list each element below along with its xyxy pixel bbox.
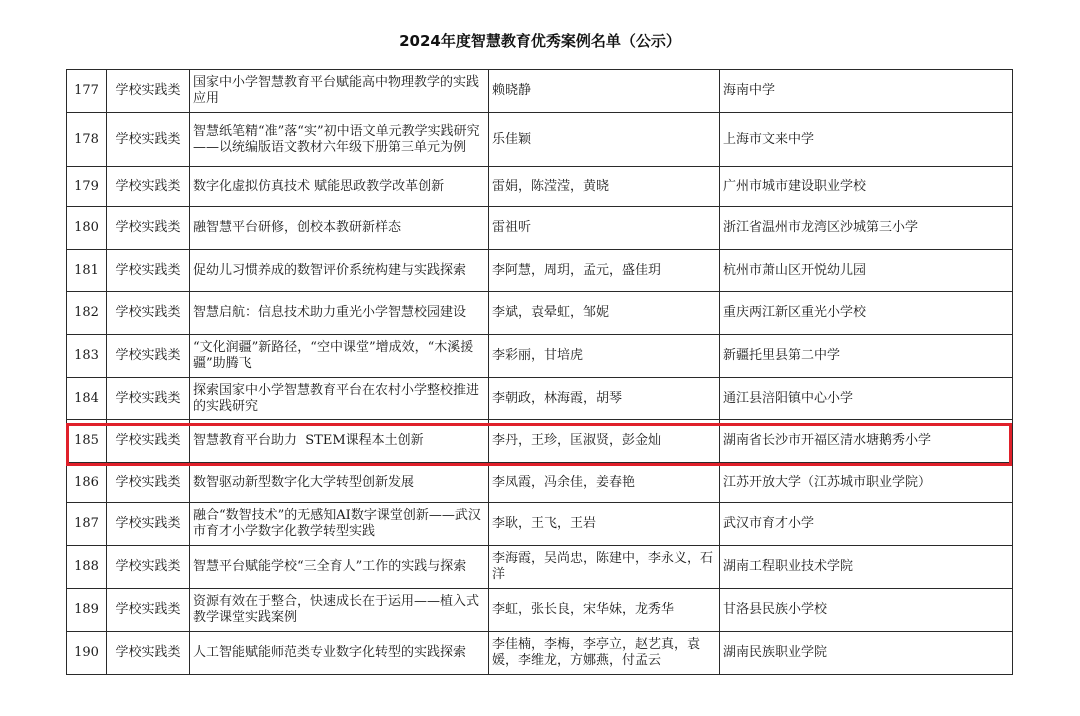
row-case-title: 探索国家中小学智慧教育平台在农村小学整校推进的实践研究 — [190, 378, 489, 420]
row-case-title: 融合“数智技术”的无感知AI数字课堂创新——武汉市育才小学数字化教学转型实践 — [190, 503, 489, 546]
row-unit: 浙江省温州市龙湾区沙城第三小学 — [720, 207, 1013, 250]
row-number: 186 — [67, 463, 107, 503]
row-unit: 通江县涪阳镇中心小学 — [720, 378, 1013, 420]
row-case-title: 数智驱动新型数字化大学转型创新发展 — [190, 463, 489, 503]
row-unit: 杭州市萧山区开悦幼儿园 — [720, 250, 1013, 292]
row-authors: 李斌，袁晕虹，邹妮 — [489, 292, 720, 335]
page-title: 2024年度智慧教育优秀案例名单（公示） — [399, 32, 681, 50]
row-case-title: 智慧教育平台助力 STEM课程本土创新 — [190, 420, 489, 463]
row-category: 学校实践类 — [107, 589, 190, 632]
row-authors: 乐佳颖 — [489, 113, 720, 167]
table-row — [67, 463, 1013, 503]
row-number: 188 — [67, 546, 107, 589]
table-row — [67, 503, 1013, 546]
row-case-title: 人工智能赋能师范类专业数字化转型的实践探索 — [190, 632, 489, 675]
case-list-table — [66, 69, 1013, 675]
row-case-title: 融智慧平台研修，创校本教研新样态 — [190, 207, 489, 250]
row-category: 学校实践类 — [107, 632, 190, 675]
row-case-title: 智慧平台赋能学校“三全育人”工作的实践与探索 — [190, 546, 489, 589]
row-authors: 李虹，张长良，宋华妹，龙秀华 — [489, 589, 720, 632]
row-unit: 海南中学 — [720, 70, 1013, 113]
row-unit: 湖南省长沙市开福区清水塘鹅秀小学 — [720, 420, 1013, 463]
row-number: 179 — [67, 167, 107, 207]
row-case-title: 智慧启航：信息技术助力重光小学智慧校园建设 — [190, 292, 489, 335]
row-unit: 湖南工程职业技术学院 — [720, 546, 1013, 589]
row-number: 177 — [67, 70, 107, 113]
row-case-title: 数字化虚拟仿真技术 赋能思政教学改革创新 — [190, 167, 489, 207]
row-unit: 新疆托里县第二中学 — [720, 335, 1013, 378]
row-number: 184 — [67, 378, 107, 420]
row-authors: 雷娟，陈滢滢，黄晓 — [489, 167, 720, 207]
table-row — [67, 632, 1013, 675]
table-row — [67, 250, 1013, 292]
row-unit: 湖南民族职业学院 — [720, 632, 1013, 675]
row-case-title: 智慧纸笔精“准”落“实”初中语文单元教学实践研究——以统编版语文教材六年级下册第三单元为例 — [190, 113, 489, 167]
row-number: 190 — [67, 632, 107, 675]
row-unit: 广州市城市建设职业学校 — [720, 167, 1013, 207]
table-row — [67, 207, 1013, 250]
row-authors: 李佳楠，李梅，李亭立，赵艺真，袁媛，李维龙，方娜燕，付孟云 — [489, 632, 720, 675]
row-unit: 上海市文来中学 — [720, 113, 1013, 167]
row-category: 学校实践类 — [107, 70, 190, 113]
row-category: 学校实践类 — [107, 503, 190, 546]
row-unit: 重庆两江新区重光小学校 — [720, 292, 1013, 335]
table-row — [67, 292, 1013, 335]
row-authors: 李彩丽，甘培虎 — [489, 335, 720, 378]
row-number: 185 — [67, 420, 107, 463]
row-category: 学校实践类 — [107, 250, 190, 292]
row-category: 学校实践类 — [107, 167, 190, 207]
row-number: 180 — [67, 207, 107, 250]
table-row — [67, 378, 1013, 420]
table-row — [67, 167, 1013, 207]
row-category: 学校实践类 — [107, 292, 190, 335]
table-row — [67, 420, 1013, 463]
row-category: 学校实践类 — [107, 113, 190, 167]
row-category: 学校实践类 — [107, 335, 190, 378]
row-case-title: 促幼儿习惯养成的数智评价系统构建与实践探索 — [190, 250, 489, 292]
row-authors: 李阿慧，周玥，孟元，盛佳玥 — [489, 250, 720, 292]
row-authors: 赖晓静 — [489, 70, 720, 113]
row-category: 学校实践类 — [107, 463, 190, 503]
row-category: 学校实践类 — [107, 207, 190, 250]
row-category: 学校实践类 — [107, 420, 190, 463]
row-number: 182 — [67, 292, 107, 335]
row-number: 189 — [67, 589, 107, 632]
row-case-title: 资源有效在于整合，快速成长在于运用——植入式教学课堂实践案例 — [190, 589, 489, 632]
row-authors: 李朝政，林海霞，胡琴 — [489, 378, 720, 420]
row-authors: 李凤霞，冯余佳，姜春艳 — [489, 463, 720, 503]
row-number: 183 — [67, 335, 107, 378]
row-authors: 李海霞，吴尚忠，陈建中，李永义，石洋 — [489, 546, 720, 589]
row-case-title: 国家中小学智慧教育平台赋能高中物理教学的实践应用 — [190, 70, 489, 113]
row-authors: 雷祖听 — [489, 207, 720, 250]
row-number: 178 — [67, 113, 107, 167]
table-row — [67, 546, 1013, 589]
row-category: 学校实践类 — [107, 378, 190, 420]
table-row — [67, 70, 1013, 113]
row-authors: 李丹，王珍，匡淑贤，彭金灿 — [489, 420, 720, 463]
row-unit: 甘洛县民族小学校 — [720, 589, 1013, 632]
table-row — [67, 335, 1013, 378]
table-row — [67, 113, 1013, 167]
table-row — [67, 589, 1013, 632]
row-authors: 李耿，王飞，王岩 — [489, 503, 720, 546]
row-case-title: “文化润疆”新路径，“空中课堂”增成效，“木溪援疆”助腾飞 — [190, 335, 489, 378]
row-category: 学校实践类 — [107, 546, 190, 589]
row-number: 187 — [67, 503, 107, 546]
row-unit: 江苏开放大学（江苏城市职业学院） — [720, 463, 1013, 503]
row-unit: 武汉市育才小学 — [720, 503, 1013, 546]
row-number: 181 — [67, 250, 107, 292]
